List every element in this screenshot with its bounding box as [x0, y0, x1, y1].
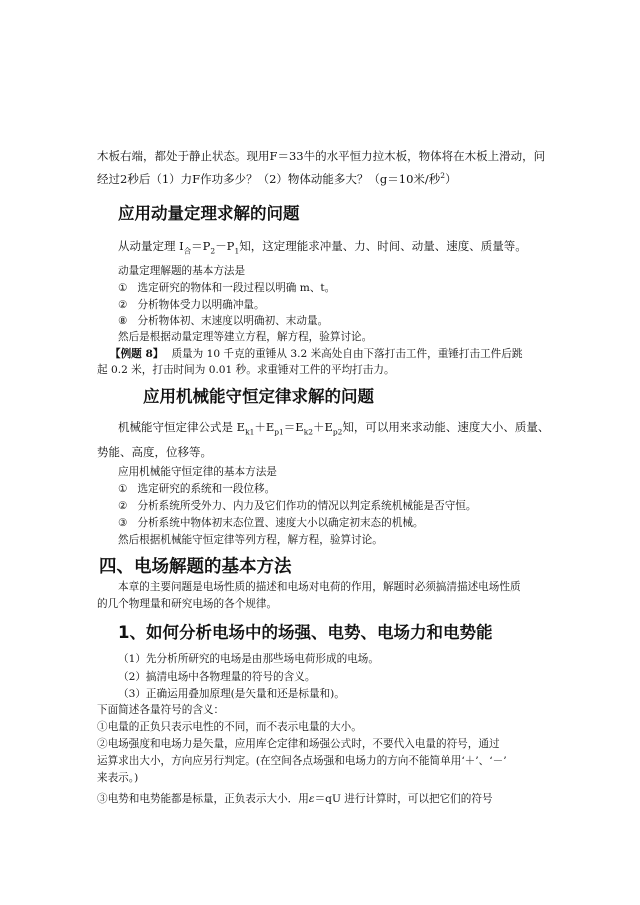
field-item-2: （2）搞清电场中各物理量的符号的含义。	[118, 671, 316, 683]
energy-step-2: ② 分析系统所受外力、内力及它们作功的情况以判定系统机械能是否守恒。	[118, 500, 477, 512]
momentum-method-title: 动量定理解题的基本方法是	[118, 265, 246, 277]
field-point-2-line-2: 运算求出大小，方向应另行判定。(在空间各点场强和电场力的方向不能简单用‘＋’、‘－’	[97, 755, 507, 767]
energy-heading: 应用机械能守恒定律求解的问题	[143, 387, 374, 406]
momentum-formula: 从动量定理 $I_合=P_2-P_1$知，这定理能求冲量、力、时间、动量、速度、质量等。	[118, 239, 527, 256]
field-para-line-1: 本章的主要问题是电场性质的描述和电场对电荷的作用，解题时必须搞清描述电场性质	[118, 581, 521, 593]
intro-line-1: 木板右端，都处于静止状态。现用F＝33牛的水平恒力拉木板，物体将在木板上滑动，问	[97, 149, 546, 163]
energy-method-title: 应用机械能守恒定律的基本方法是	[118, 466, 277, 478]
field-para-line-2: 的几个物理量和研究电场的各个规律。	[97, 598, 278, 610]
momentum-step-2: ② 分析物体受力以明确冲量。	[118, 299, 265, 311]
intro-line-2: 经过2秒后（1）力F作功多少？（2）物体动能多大？（g＝10米/秒$^2$）	[97, 171, 457, 186]
field-point-2-line-3: 来表示。)	[97, 772, 139, 784]
field-item-3: （3）正确运用叠加原理(是矢量和还是标量和)。	[118, 688, 345, 700]
momentum-step-3: ⑧ 分析物体初、末速度以明确初、末动量。	[118, 315, 329, 327]
field-point-3: ③电势和电势能都是标量，正负表示大小．用ε＝qU 进行计算时，可以把它们的符号	[97, 793, 493, 805]
field-point-1: ①电量的正负只表示电性的不同，而不表示电量的大小。	[97, 721, 362, 733]
momentum-step-1: ① 选定研究的物体和一段过程以明确 m、t。	[118, 282, 336, 294]
example-8-line-1: 【例题 8】 质量为 10 千克的重锤从 3.2 米高处自由下落打击工件，重锤打击工件后跳	[110, 348, 523, 360]
energy-closing: 然后根据机械能守恒定律等列方程，解方程，验算讨论。	[118, 534, 383, 546]
field-subheading: 1、如何分析电场中的场强、电势、电场力和电势能	[118, 623, 493, 642]
energy-formula: 机械能守恒定律公式是 $E_{k1}+E_{p1}=E_{k2}+E_{p2}$知，可以用来求动能、速度大小、质量、	[118, 420, 550, 437]
field-heading: 四、电场解题的基本方法	[99, 557, 292, 577]
example-label: 【例题 8】	[110, 348, 164, 360]
energy-step-3: ③ 分析系统中物体初末态位置、速度大小以确定初末态的机械。	[118, 517, 424, 529]
energy-formula-line-2: 势能、高度，位移等。	[97, 445, 212, 459]
field-summary: 下面简述各量符号的含义：	[97, 704, 225, 716]
example-8-line-2: 起 0.2 米，打击时间为 0.01 秒。求重锤对工件的平均打击力。	[97, 364, 395, 376]
field-item-1: （1）先分析所研究的电场是由那些场电荷形成的电场。	[118, 653, 379, 665]
field-point-2-line-1: ②电场强度和电场力是矢量，应用库仑定律和场强公式时，不要代入电量的符号，通过	[97, 738, 500, 750]
momentum-heading: 应用动量定理求解的问题	[118, 204, 300, 223]
momentum-closing: 然后是根据动量定理等建立方程，解方程，验算讨论。	[118, 331, 373, 343]
energy-step-1: ① 选定研究的系统和一段位移。	[118, 483, 276, 495]
